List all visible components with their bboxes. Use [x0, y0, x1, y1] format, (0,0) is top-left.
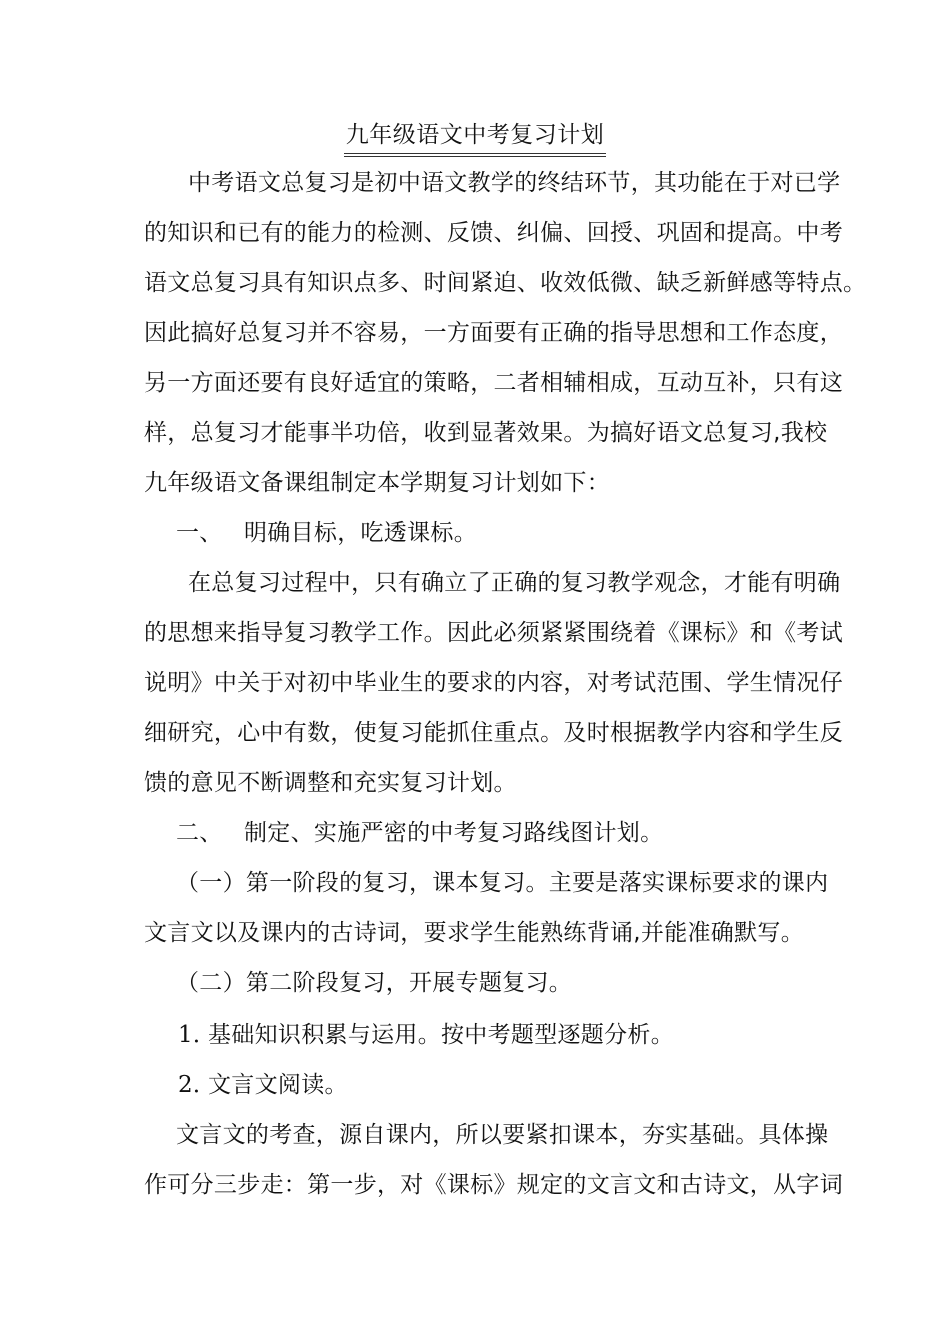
- item-marker: 1．: [178, 1022, 217, 1048]
- text-line: 语文总复习具有知识点多、时间紧迫、收效低微、缺乏新鲜感等特点。: [144, 270, 867, 296]
- section-heading: 明确目标，吃透课标。: [244, 520, 477, 546]
- section-heading: 制定、实施严密的中考复习路线图计划。: [244, 820, 664, 846]
- text-line: 另一方面还要有良好适宜的策略，二者相辅相成，互动互补，只有这: [144, 370, 843, 396]
- text-line: 样，总复习才能事半功倍，收到显著效果。为搞好语文总复习,我校: [144, 420, 828, 446]
- title-container: [0, 116, 950, 157]
- document-title: 九年级语文中考复习计划: [344, 116, 607, 157]
- text-line: 文言文以及课内的古诗词，要求学生能熟练背诵,并能准确默写。: [144, 920, 805, 946]
- item-marker: 2．: [178, 1072, 217, 1098]
- text-line: 九年级语文备课组制定本学期复习计划如下：: [144, 470, 610, 496]
- text-line: 文言文阅读。: [208, 1072, 348, 1098]
- text-line: （二）第二阶段复习，开展专题复习。: [176, 970, 573, 996]
- text-line: 在总复习过程中，只有确立了正确的复习教学观念，才能有明确: [188, 570, 841, 596]
- text-line: 作可分三步走：第一步，对《课标》规定的文言文和古诗文，从字词: [144, 1172, 843, 1198]
- text-line: 的知识和已有的能力的检测、反馈、纠偏、回授、巩固和提高。中考: [144, 220, 843, 246]
- text-line: 说明》中关于对初中毕业生的要求的内容，对考试范围、学生情况仔: [144, 670, 843, 696]
- text-line: 细研究，心中有数，使复习能抓住重点。及时根据教学内容和学生反: [144, 720, 843, 746]
- section-marker: 一、: [176, 520, 223, 546]
- text-line: 馈的意见不断调整和充实复习计划。: [144, 770, 517, 796]
- text-line: 基础知识积累与运用。按中考题型逐题分析。: [208, 1022, 674, 1048]
- section-marker: 二、: [176, 820, 223, 846]
- text-line: （一）第一阶段的复习，课本复习。主要是落实课标要求的课内: [176, 870, 829, 896]
- text-line: 的思想来指导复习教学工作。因此必须紧紧围绕着《课标》和《考试: [144, 620, 843, 646]
- text-line: 中考语文总复习是初中语文教学的终结环节，其功能在于对已学: [188, 170, 841, 196]
- text-line: 文言文的考查，源自课内，所以要紧扣课本，夯实基础。具体操: [176, 1122, 829, 1148]
- text-line: 因此搞好总复习并不容易，一方面要有正确的指导思想和工作态度，: [144, 320, 843, 346]
